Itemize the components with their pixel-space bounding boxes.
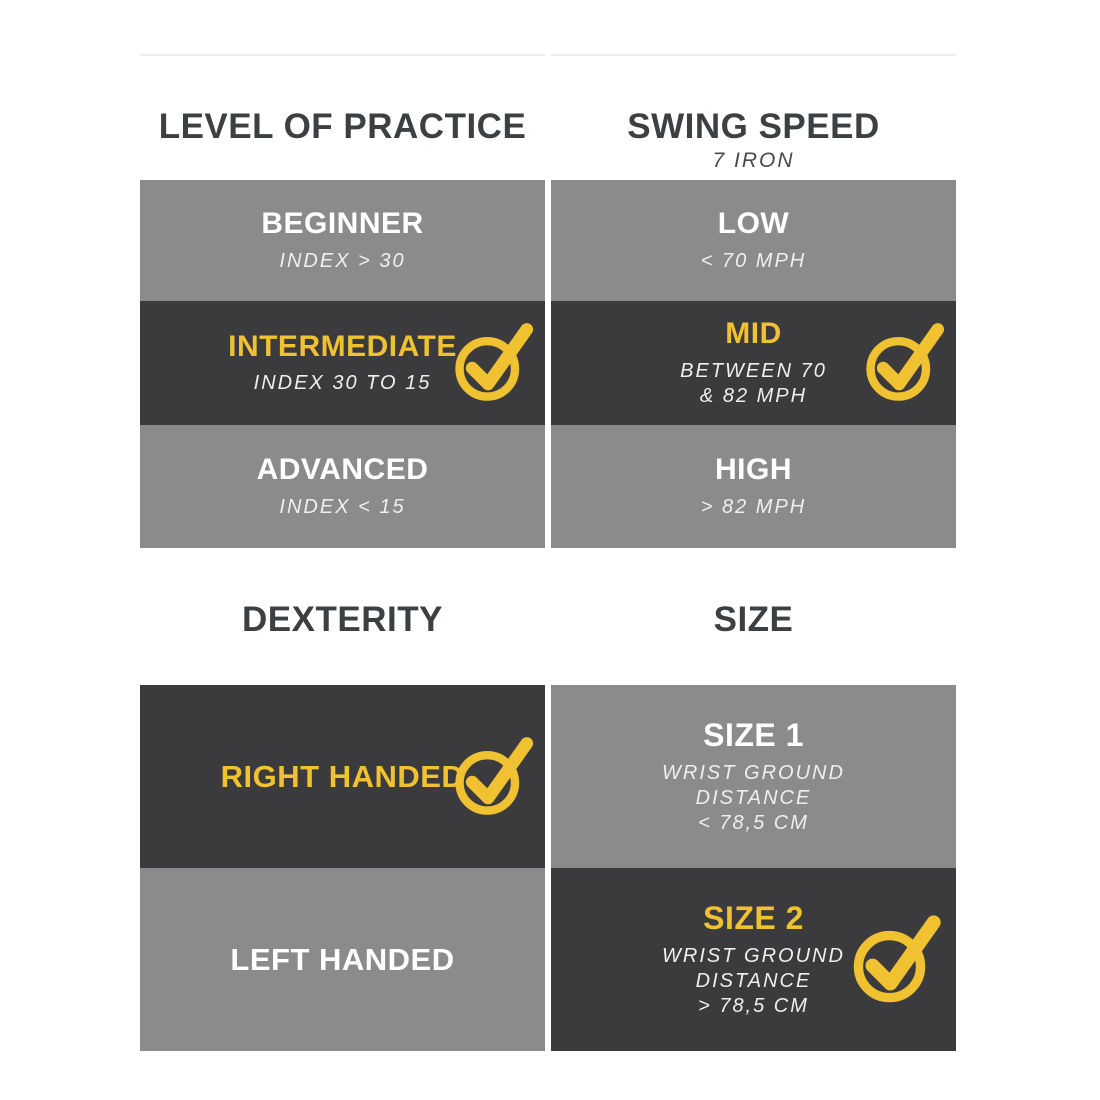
option-detail: & 82 MPH bbox=[699, 384, 808, 407]
option-intermediate[interactable] bbox=[140, 301, 545, 425]
dexterity-section-title: DEXTERITY bbox=[242, 600, 443, 639]
option-mid[interactable] bbox=[551, 301, 956, 425]
option-detail: DISTANCE bbox=[695, 969, 812, 992]
option-detail: INDEX < 15 bbox=[279, 495, 406, 518]
option-size-2[interactable] bbox=[551, 868, 956, 1051]
option-label: LEFT HANDED bbox=[230, 941, 455, 977]
option-detail: WRIST GROUND bbox=[662, 944, 845, 967]
option-beginner[interactable] bbox=[140, 180, 545, 301]
option-label: BEGINNER bbox=[261, 207, 424, 241]
swing-section-title: SWING SPEED bbox=[627, 107, 880, 146]
check-circle-icon bbox=[850, 913, 944, 1007]
option-detail: DISTANCE bbox=[695, 786, 812, 809]
option-detail: < 70 MPH bbox=[700, 249, 807, 272]
check-circle-icon bbox=[452, 735, 536, 819]
practice-section-title: LEVEL OF PRACTICE bbox=[158, 107, 527, 146]
option-label: SIZE 2 bbox=[703, 900, 804, 937]
option-left-handed[interactable] bbox=[140, 868, 545, 1051]
option-detail: BETWEEN 70 bbox=[680, 359, 827, 382]
option-right-handed[interactable] bbox=[140, 685, 545, 868]
top-divider-line-left bbox=[140, 54, 545, 56]
check-circle-icon bbox=[863, 321, 947, 405]
option-size-1[interactable] bbox=[551, 685, 956, 868]
option-detail: < 78,5 CM bbox=[698, 811, 809, 834]
check-circle-icon bbox=[452, 321, 536, 405]
size-section-title: SIZE bbox=[713, 600, 794, 639]
option-label: INTERMEDIATE bbox=[228, 329, 457, 363]
option-label: RIGHT HANDED bbox=[220, 758, 465, 794]
option-label: LOW bbox=[717, 207, 790, 241]
option-detail: INDEX > 30 bbox=[279, 249, 406, 272]
option-label: ADVANCED bbox=[256, 453, 429, 487]
swing-section-subtitle: 7 IRON bbox=[712, 149, 795, 172]
option-detail: > 78,5 CM bbox=[698, 994, 809, 1017]
option-high[interactable] bbox=[551, 425, 956, 548]
option-detail: INDEX 30 TO 15 bbox=[253, 372, 432, 395]
option-low[interactable] bbox=[551, 180, 956, 301]
option-advanced[interactable] bbox=[140, 425, 545, 548]
option-detail: > 82 MPH bbox=[700, 495, 807, 518]
top-divider-line-right bbox=[551, 54, 956, 56]
option-label: SIZE 1 bbox=[703, 717, 804, 754]
option-label: MID bbox=[725, 317, 782, 351]
option-label: HIGH bbox=[715, 453, 792, 487]
option-detail: WRIST GROUND bbox=[662, 761, 845, 784]
